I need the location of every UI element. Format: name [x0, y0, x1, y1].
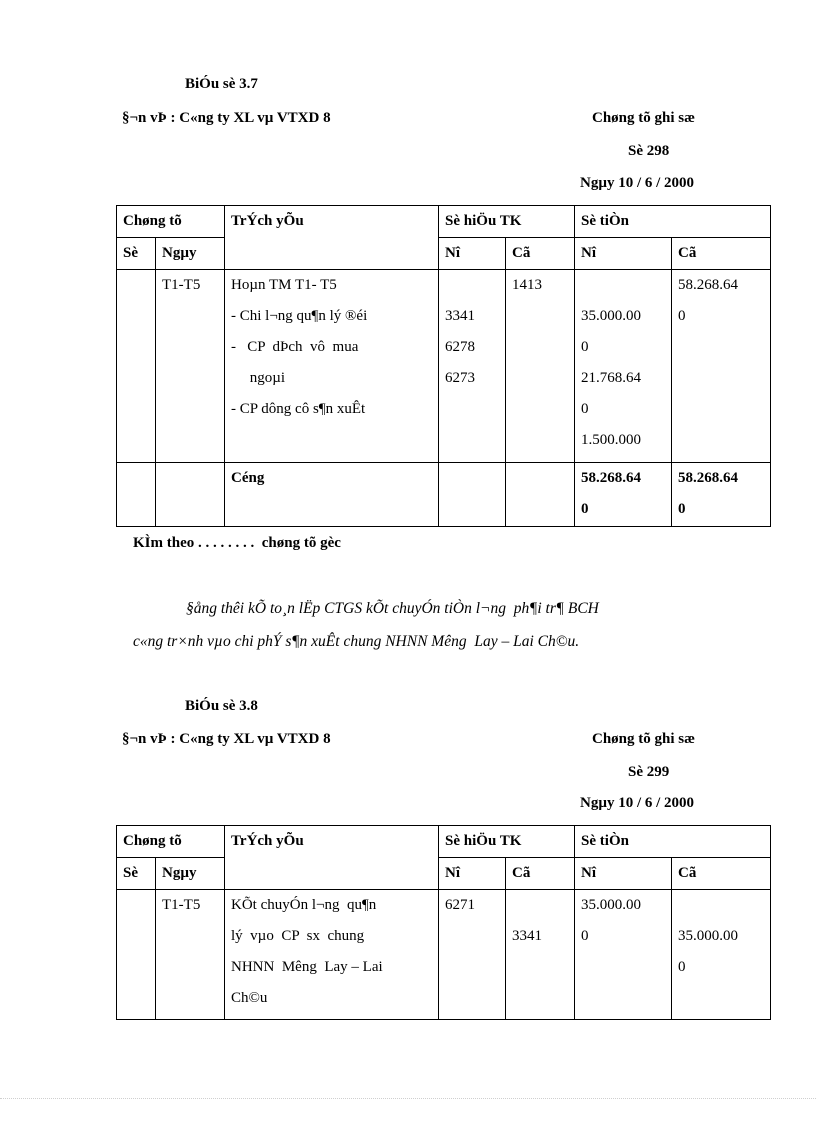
summary-line: - Chi l¬ng qu¶n lý ®éi	[231, 308, 368, 324]
header-voucher: Chøng tõ	[117, 206, 225, 238]
summary-line: - CP dông cô s¶n xuÊt	[231, 401, 366, 417]
table-row	[117, 270, 771, 463]
table-row	[117, 890, 771, 1020]
header-no: Sè	[117, 238, 156, 270]
header-credit-account: Cã	[506, 238, 575, 270]
summary-line: Ch©u	[231, 990, 268, 1006]
debit-amount-line: 0	[581, 339, 589, 355]
summary-line: lý vµo CP sx chung	[231, 928, 365, 944]
summary-line: ngoµi	[231, 370, 286, 386]
summary-line: NHNN Mêng Lay – Lai	[231, 959, 383, 975]
debit-account-line: 6273	[445, 370, 476, 386]
form2-unit: §¬n vÞ : C«ng ty XL vµ VTXD 8	[122, 731, 331, 747]
cell-date: T1-T5	[156, 270, 225, 463]
credit-amount-line: 35.000.00	[678, 928, 739, 944]
form2-doc-no: Sè 299	[628, 764, 670, 780]
cell-credit-account	[506, 890, 575, 1020]
debit-account-line: 6271	[445, 897, 476, 913]
header-date: Ngµy	[156, 858, 225, 890]
credit-amount-line: 58.268.64	[678, 277, 739, 293]
credit-amount-line: 0	[678, 308, 686, 324]
total-debit-line: 58.268.64	[581, 470, 642, 486]
cell-summary	[225, 270, 439, 463]
debit-amount-line: 21.768.64	[581, 370, 642, 386]
total-debit-line: 0	[581, 501, 589, 517]
credit-amount-line: 0	[678, 959, 686, 975]
header-amount: Sè tiÒn	[575, 206, 771, 238]
total-credit-line: 0	[678, 501, 686, 517]
total-debit-amount	[575, 463, 672, 527]
header-debit-account: Nî	[439, 238, 506, 270]
cell-credit-account	[506, 270, 575, 463]
header-credit-account: Cã	[506, 858, 575, 890]
form2-voucher-table	[116, 825, 771, 1020]
total-credit-line: 58.268.64	[678, 470, 739, 486]
debit-account-line	[445, 270, 505, 301]
form1-title: BiÓu sè 3.7	[185, 76, 258, 92]
cell-date: T1-T5	[156, 890, 225, 1020]
total-row	[117, 463, 771, 527]
total-label: Céng	[225, 463, 439, 527]
debit-amount-line	[581, 270, 671, 301]
summary-line: KÕt chuyÓn l¬ng qu¶n	[231, 897, 377, 913]
cell-debit-account	[439, 890, 506, 1020]
credit-amount-line	[678, 890, 770, 921]
debit-account-line: 6278	[445, 339, 476, 355]
debit-amount-line: 0	[581, 401, 589, 417]
summary-line: Hoµn TM T1- T5	[231, 277, 337, 293]
cell-debit-amount	[575, 890, 672, 1020]
summary-line: - CP dÞch vô mua	[231, 339, 359, 355]
debit-account-line: 3341	[445, 308, 476, 324]
form1-voucher-table	[116, 205, 771, 527]
form1-doc-no: Sè 298	[628, 143, 670, 159]
form1-attachment-note: KÌm theo . . . . . . . . chøng tõ gèc	[133, 535, 341, 551]
total-cell-no	[117, 463, 156, 527]
cell-debit-account	[439, 270, 506, 463]
page-bottom-divider	[0, 1098, 816, 1099]
paragraph-line-1: §ång thêi kÕ to¸n lËp CTGS kÕt chuyÓn tiÒn l¬ng ph¶i tr¶ BCH	[186, 600, 599, 617]
total-cell-credit-account	[506, 463, 575, 527]
header-summary: TrÝch yÕu	[225, 206, 439, 270]
debit-amount-line: 35.000.00	[581, 897, 642, 913]
header-account: Sè hiÖu TK	[439, 206, 575, 238]
header-voucher: Chøng tõ	[117, 826, 225, 858]
cell-no	[117, 890, 156, 1020]
form1-doc-type: Chøng tõ ghi sæ	[592, 110, 695, 126]
header-no: Sè	[117, 858, 156, 890]
header-debit-amount: Nî	[575, 858, 672, 890]
credit-account-line	[512, 890, 574, 921]
debit-amount-line: 35.000.00	[581, 308, 642, 324]
header-credit-amount: Cã	[672, 858, 771, 890]
paragraph-line-2: c«ng tr×nh vµo chi phÝ s¶n xuÊt chung NHNN Mêng Lay – Lai Ch©u.	[133, 633, 580, 650]
cell-credit-amount	[672, 890, 771, 1020]
cell-credit-amount	[672, 270, 771, 463]
header-date: Ngµy	[156, 238, 225, 270]
cell-summary	[225, 890, 439, 1020]
header-debit-amount: Nî	[575, 238, 672, 270]
cell-no	[117, 270, 156, 463]
credit-account-line: 3341	[512, 928, 543, 944]
form2-doc-date: Ngµy 10 / 6 / 2000	[580, 795, 695, 811]
total-cell-date	[156, 463, 225, 527]
cell-debit-amount	[575, 270, 672, 463]
header-credit-amount: Cã	[672, 238, 771, 270]
header-debit-account: Nî	[439, 858, 506, 890]
form1-unit: §¬n vÞ : C«ng ty XL vµ VTXD 8	[122, 110, 331, 126]
form2-doc-type: Chøng tõ ghi sæ	[592, 731, 695, 747]
debit-amount-line: 0	[581, 928, 589, 944]
debit-amount-line: 1.500.000	[581, 432, 642, 448]
header-amount: Sè tiÒn	[575, 826, 771, 858]
header-summary: TrÝch yÕu	[225, 826, 439, 890]
header-account: Sè hiÖu TK	[439, 826, 575, 858]
credit-account-line: 1413	[512, 277, 543, 293]
total-cell-debit-account	[439, 463, 506, 527]
form2-title: BiÓu sè 3.8	[185, 698, 258, 714]
form1-doc-date: Ngµy 10 / 6 / 2000	[580, 175, 695, 191]
total-credit-amount	[672, 463, 771, 527]
